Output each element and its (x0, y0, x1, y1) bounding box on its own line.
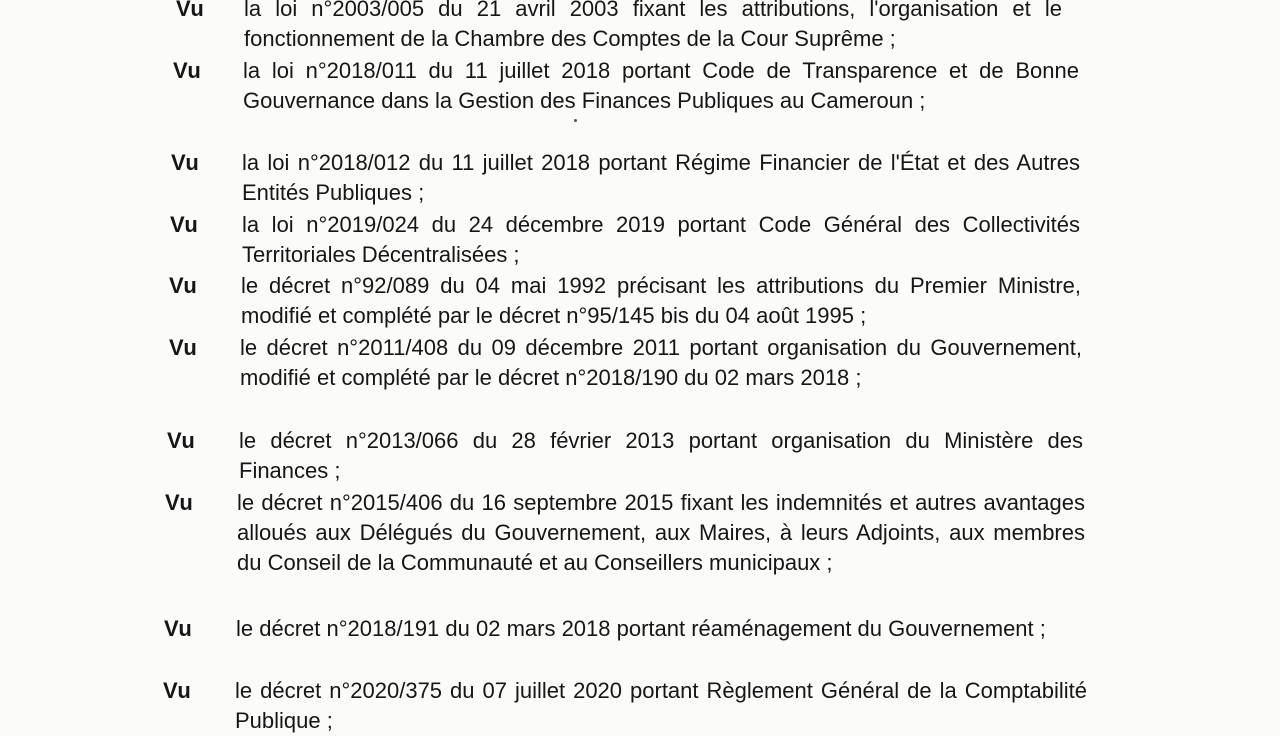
entry-text: la loi n°2019/024 du 24 décembre 2019 portant Code Général des Collectivités Territoriales Décentralisées ; (242, 212, 1080, 267)
scan-speck (574, 119, 577, 122)
entry-text: le décret n°2013/066 du 28 février 2013 portant organisation du Ministère des Finances ; (239, 428, 1083, 483)
entry-text: le décret n°2015/406 du 16 septembre 2015 fixant les indemnités et autres avantages alloués aux Délégués du Gouvernement, aux Maires, à leurs Adjoints, aux membres du Conseil de la Communauté et au Conseillers municipaux ; (237, 490, 1085, 575)
vu-label: Vu (165, 490, 194, 515)
vu-label: Vu (167, 428, 196, 453)
vu-label: Vu (170, 212, 199, 237)
entry-text: le décret n°92/089 du 04 mai 1992 précisant les attributions du Premier Ministre, modifié et complété par le décret n°95/145 bis du 04 août 1995 ; (241, 273, 1081, 328)
vu-label: Vu (164, 616, 193, 641)
vu-label: Vu (169, 335, 198, 360)
entry-text: la loi n°2018/011 du 11 juillet 2018 portant Code de Transparence et de Bonne Gouvernance dans la Gestion des Finances Publiques au Cameroun ; (243, 58, 1079, 113)
entry-text: le décret n°2011/408 du 09 décembre 2011 portant organisation du Gouvernement, modifié et complété par le décret n°2018/190 du 02 mars 2018 ; (240, 335, 1082, 390)
vu-label: Vu (173, 58, 202, 83)
vu-label: Vu (169, 273, 198, 298)
vu-label: Vu (163, 678, 192, 703)
vu-label: Vu (176, 0, 205, 21)
entry-text: le décret n°2018/191 du 02 mars 2018 portant réaménagement du Gouvernement ; (236, 616, 1046, 641)
vu-label: Vu (171, 150, 200, 175)
entry-text: la loi n°2003/005 du 21 avril 2003 fixant les attributions, l'organisation et le fonctionnement de la Chambre des Comptes de la Cour Suprême ; (244, 0, 1062, 51)
entry-text: la loi n°2018/012 du 11 juillet 2018 portant Régime Financier de l'État et des Autres Entités Publiques ; (242, 150, 1080, 205)
entry-text: le décret n°2020/375 du 07 juillet 2020 portant Règlement Général de la Comptabilité Publique ; (235, 678, 1087, 733)
